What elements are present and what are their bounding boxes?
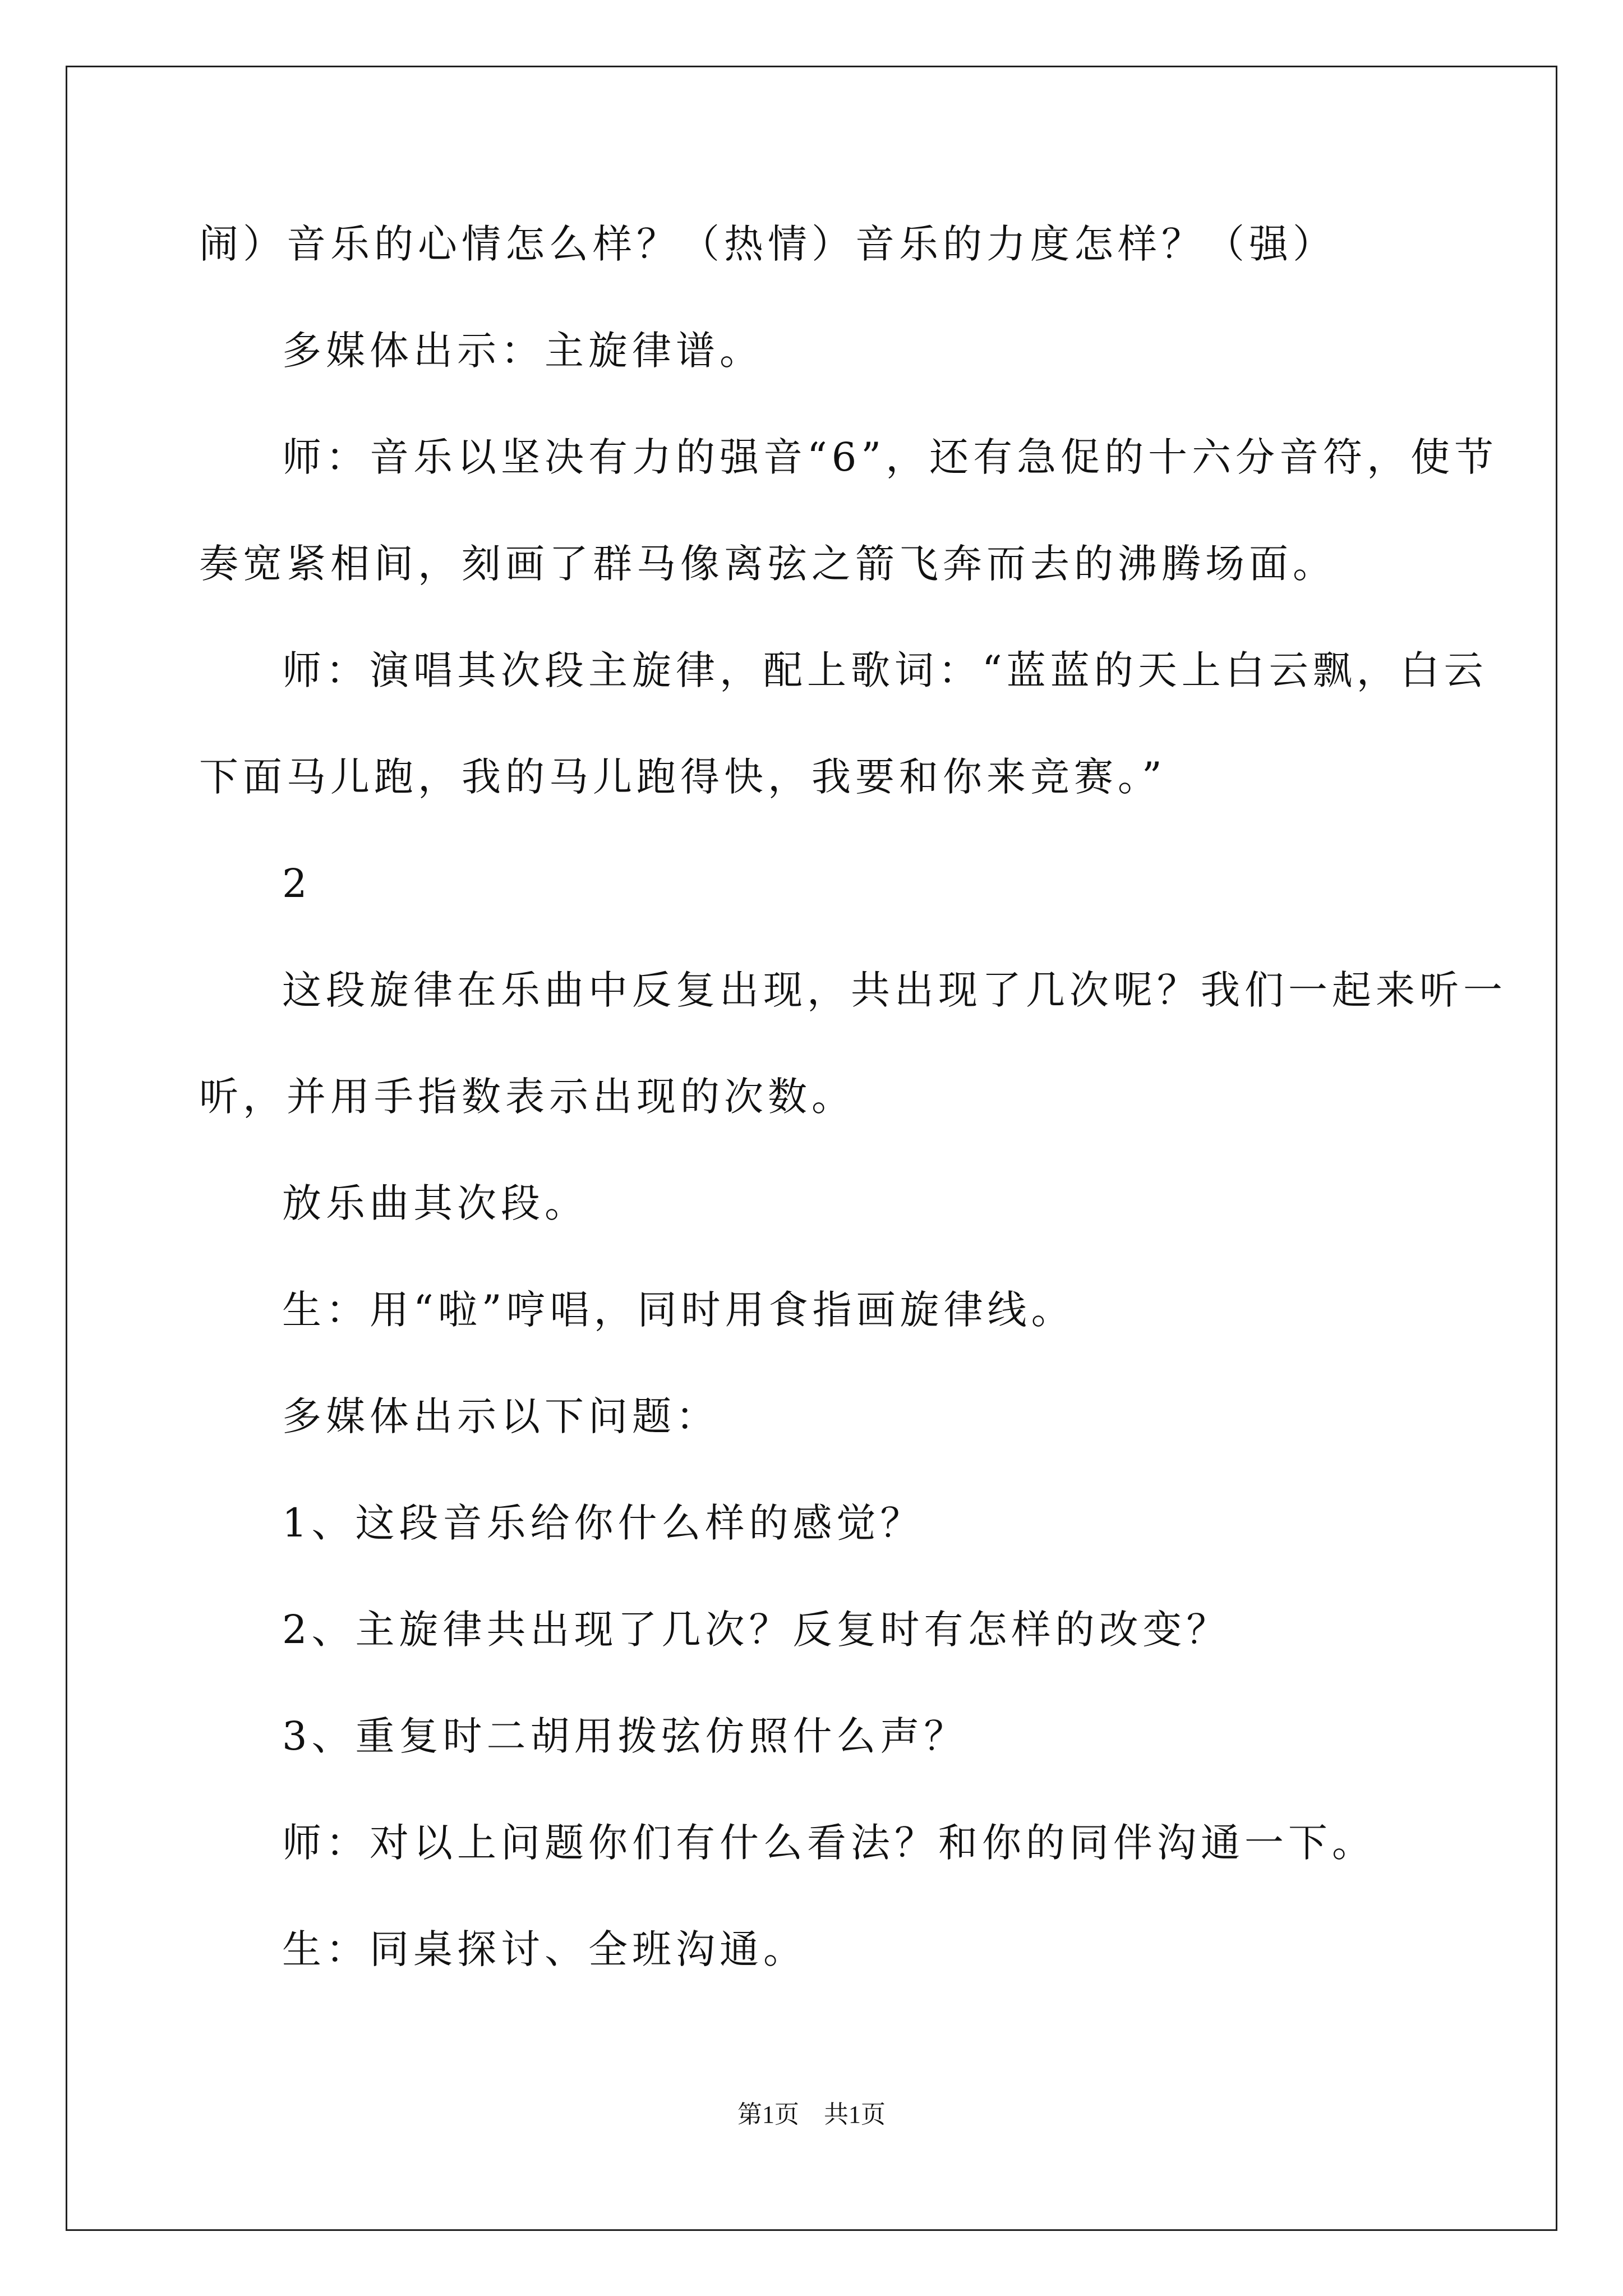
text-line: 生：用“啦”哼唱，同时用食指画旋律线。 (282, 1287, 1075, 1333)
text-line: 放乐曲其次段。 (282, 1180, 588, 1226)
text-line: 下面马儿跑，我的马儿跑得快，我要和你来竞赛。” (199, 754, 1166, 800)
page-number-footer: 第1页 共1页 (737, 2101, 886, 2128)
text-line: 听，并用手指数表示出现的次数。 (199, 1074, 855, 1120)
text-line: 多媒体出示以下问题： (282, 1393, 720, 1439)
text-line: 生：同桌探讨、全班沟通。 (282, 1926, 807, 1972)
page-border (66, 66, 1557, 2231)
text-line: 奏宽紧相间，刻画了群马像离弦之箭飞奔而去的沸腾场面。 (199, 541, 1336, 587)
text-line: 2 (282, 861, 312, 907)
text-line: 这段旋律在乐曲中反复出现，共出现了几次呢？我们一起来听一 (282, 967, 1507, 1013)
text-line: 3、重复时二胡用拨弦仿照什么声？ (282, 1713, 968, 1759)
text-line: 师：演唱其次段主旋律，配上歌词：“蓝蓝的天上白云飘，白云 (282, 647, 1488, 693)
text-line: 闹）音乐的心情怎么样？（热情）音乐的力度怎样？（强） (199, 221, 1336, 267)
text-line: 师：对以上问题你们有什么看法？和你的同伴沟通一下。 (282, 1820, 1376, 1866)
text-line: 1、这段音乐给你什么样的感觉？ (282, 1500, 924, 1546)
text-line: 2、主旋律共出现了几次？反复时有怎样的改变？ (282, 1607, 1230, 1653)
text-line: 师：音乐以坚决有力的强音“6”，还有急促的十六分音符，使节 (282, 434, 1498, 480)
text-line: 多媒体出示：主旋律谱。 (282, 328, 763, 374)
